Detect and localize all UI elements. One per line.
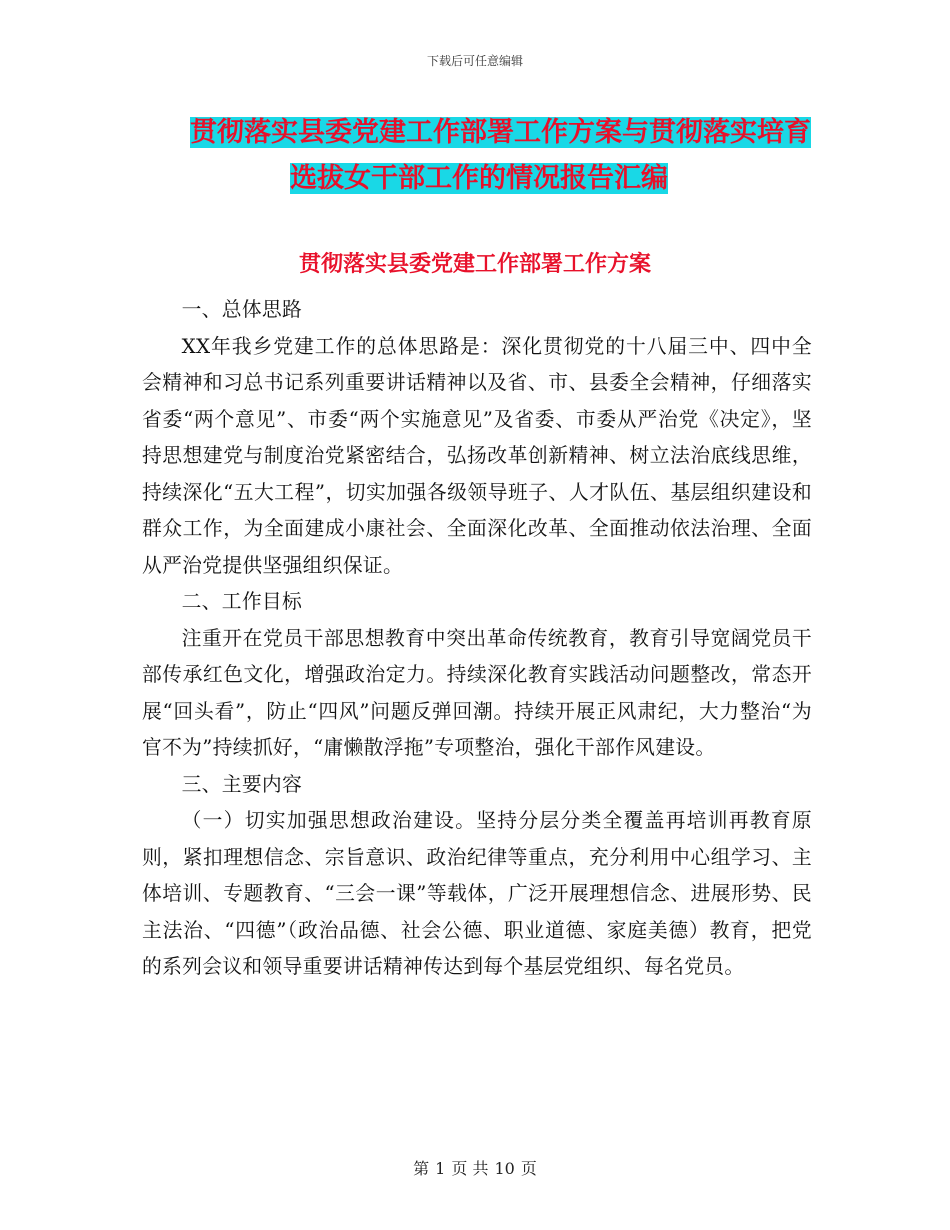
document-title-line-2-text: 选拔女干部工作的情况报告汇编 xyxy=(290,163,668,194)
document-title-line-1-text: 贯彻落实县委党建工作部署工作方案与贯彻落实培育 xyxy=(190,117,811,148)
footer-page-number: 1 xyxy=(435,1159,446,1178)
footer-total-pages: 10 xyxy=(494,1159,515,1178)
heading-overall-approach: 一、总体思路 xyxy=(181,298,303,321)
paragraph-main-content-1: （一）切实加强思想政治建设。坚持分层分类全覆盖再培训再教育原则，紧扣理想信念、宗旨意识、政治纪律等重点，充分利用中心组学习、主体培训、专题教育、“三会一课”等载体，广泛开展理想信念、进展形势、民主法治、“四德”（政治品德、社会公德、职业道德、家庭美德）教育，把党的系列会议和领导重要讲话精神传达到每个基层党组织、每名党员。 xyxy=(142,809,812,978)
document-title xyxy=(190,110,810,202)
page-footer xyxy=(0,1156,950,1179)
document-title-line-1 xyxy=(190,110,810,156)
paragraph-work-goals: 注重开在党员干部思想教育中突出革命传统教育，教育引导宽阔党员干部传承红色文化，增强政治定力。持续深化教育实践活动问题整改，常态开展“回头看”，防止“四风”问题反弹回潮。持续开展正风肃纪，大力整治“为官不为”持续抓好，“庸懒散浮拖”专项整治，强化干部作风建设。 xyxy=(142,626,812,759)
section-title: 贯彻落实县委党建工作部署工作方案 xyxy=(298,252,651,277)
document-title-line-2 xyxy=(190,156,810,202)
footer-prefix: 第 xyxy=(413,1159,430,1178)
download-note: 下载后可任意编辑 xyxy=(426,54,523,68)
document-body xyxy=(142,292,812,986)
footer-middle: 页 共 xyxy=(451,1159,489,1178)
heading-work-goals: 二、工作目标 xyxy=(181,590,303,613)
heading-main-content: 三、主要内容 xyxy=(181,772,303,796)
paragraph-overall-approach: XX年我乡党建工作的总体思路是：深化贯彻党的十八届三中、四中全会精神和习总书记系列重要讲话精神以及省、市、县委全会精神，仔细落实省委“两个意见”、市委“两个实施意见”及省委、市委从严治党《决定》，坚持思想建党与制度治党紧密结合，弘扬改革创新精神、树立法治底线思维，持续深化“五大工程”，切实加强各级领导班子、人才队伍、基层组织建设和群众工作，为全面建成小康社会、全面深化改革、全面推动依法治理、全面从严治党提供坚强组织保证。 xyxy=(142,334,812,577)
footer-suffix: 页 xyxy=(520,1159,537,1178)
